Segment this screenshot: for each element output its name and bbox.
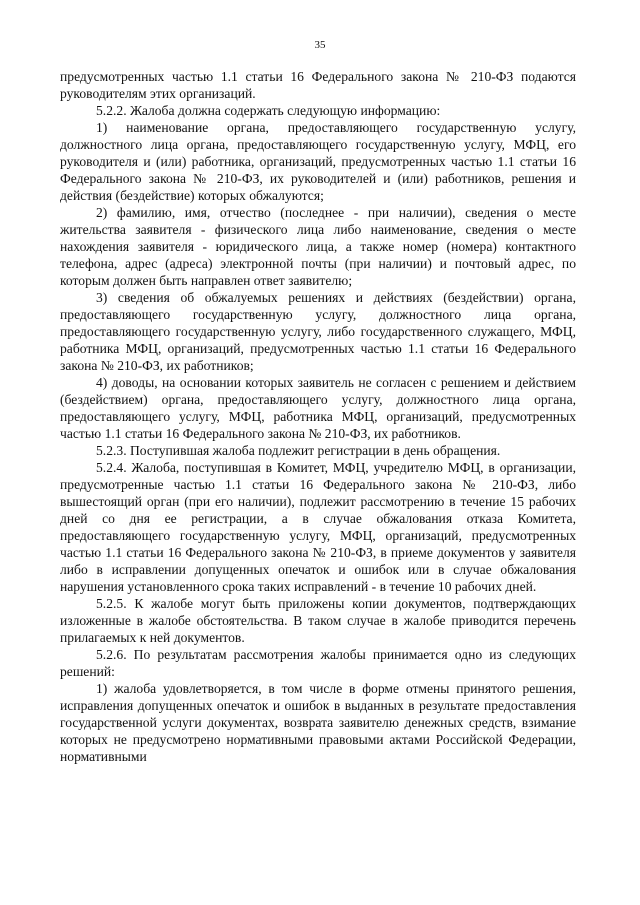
list-item-2: 2) фамилию, имя, отчество (последнее - при наличии), сведения о месте жительства заявителя - физического лица либо наименование, сведения о месте нахождения заявителя - юридического лица, а также номер (номера) контактного телефона, адрес (адреса) электронной почты (при наличии) и почтовый адрес, по которым должен быть направлен ответ заявителю;: [60, 205, 576, 288]
document-body: [60, 68, 576, 765]
paragraph-5-2-5: 5.2.5. К жалобе могут быть приложены копии документов, подтверждающих изложенные в жалобе обстоятельства. В таком случае в жалобе приводится перечень прилагаемых к ней документов.: [60, 596, 576, 645]
list-item-1: 1) наименование органа, предоставляющего государственную услугу, должностного лица органа, предоставляющего государственную услугу, МФЦ, его руководителя и (или) работника, организаций, предусмотренных частью 1.1 статьи 16 Федерального закона № 210-ФЗ, их руководителей и (или) работников, решения и действия (бездействие) которых обжалуются;: [60, 120, 576, 203]
list-item-3: 3) сведения об обжалуемых решениях и действиях (бездействии) органа, предоставляющего государственную услугу, должностного лица органа, предоставляющего государственную услугу, либо государственного служащего, МФЦ, работника МФЦ, организаций, предусмотренных частью 1.1 статьи 16 Федерального закона № 210-ФЗ, их работников;: [60, 290, 576, 373]
paragraph-continuation: предусмотренных частью 1.1 статьи 16 Федерального закона № 210-ФЗ подаются руководителям этих организаций.: [60, 69, 576, 101]
page-number: 35: [314, 39, 326, 51]
paragraph-5-2-2: 5.2.2. Жалоба должна содержать следующую информацию:: [96, 103, 441, 118]
paragraph-5-2-3: 5.2.3. Поступившая жалоба подлежит регистрации в день обращения.: [96, 443, 501, 458]
decision-item-1: 1) жалоба удовлетворяется, в том числе в форме отмены принятого решения, исправления допущенных опечаток и ошибок в выданных в результате предоставления государственной услуги документах, возврата заявителю денежных средств, взимание которых не предусмотрено нормативными правовыми актами Российской Федерации, нормативными: [60, 681, 576, 764]
paragraph-5-2-6: 5.2.6. По результатам рассмотрения жалобы принимается одно из следующих решений:: [60, 647, 576, 679]
paragraph-5-2-4: 5.2.4. Жалоба, поступившая в Комитет, МФЦ, учредителю МФЦ, в организации, предусмотренные частью 1.1 статьи 16 Федерального закона № 210-ФЗ, либо вышестоящий орган (при его наличии), подлежит рассмотрению в течение 15 рабочих дней со дня ее регистрации, а в случае обжалования отказа Комитета, предоставляющего государственную услугу, МФЦ, организаций, предусмотренных частью 1.1 статьи 16 Федерального закона № 210-ФЗ, в приеме документов у заявителя либо в исправлении допущенных опечаток и ошибок или в случае обжалования нарушения установленного срока таких исправлений - в течение 10 рабочих дней.: [60, 460, 576, 594]
list-item-4: 4) доводы, на основании которых заявитель не согласен с решением и действием (бездействием) органа, предоставляющего услугу, должностного лица органа, предоставляющего услугу, МФЦ, работника МФЦ, организаций, предусмотренных частью 1.1 статьи 16 Федерального закона № 210-ФЗ, их работников.: [60, 375, 576, 441]
